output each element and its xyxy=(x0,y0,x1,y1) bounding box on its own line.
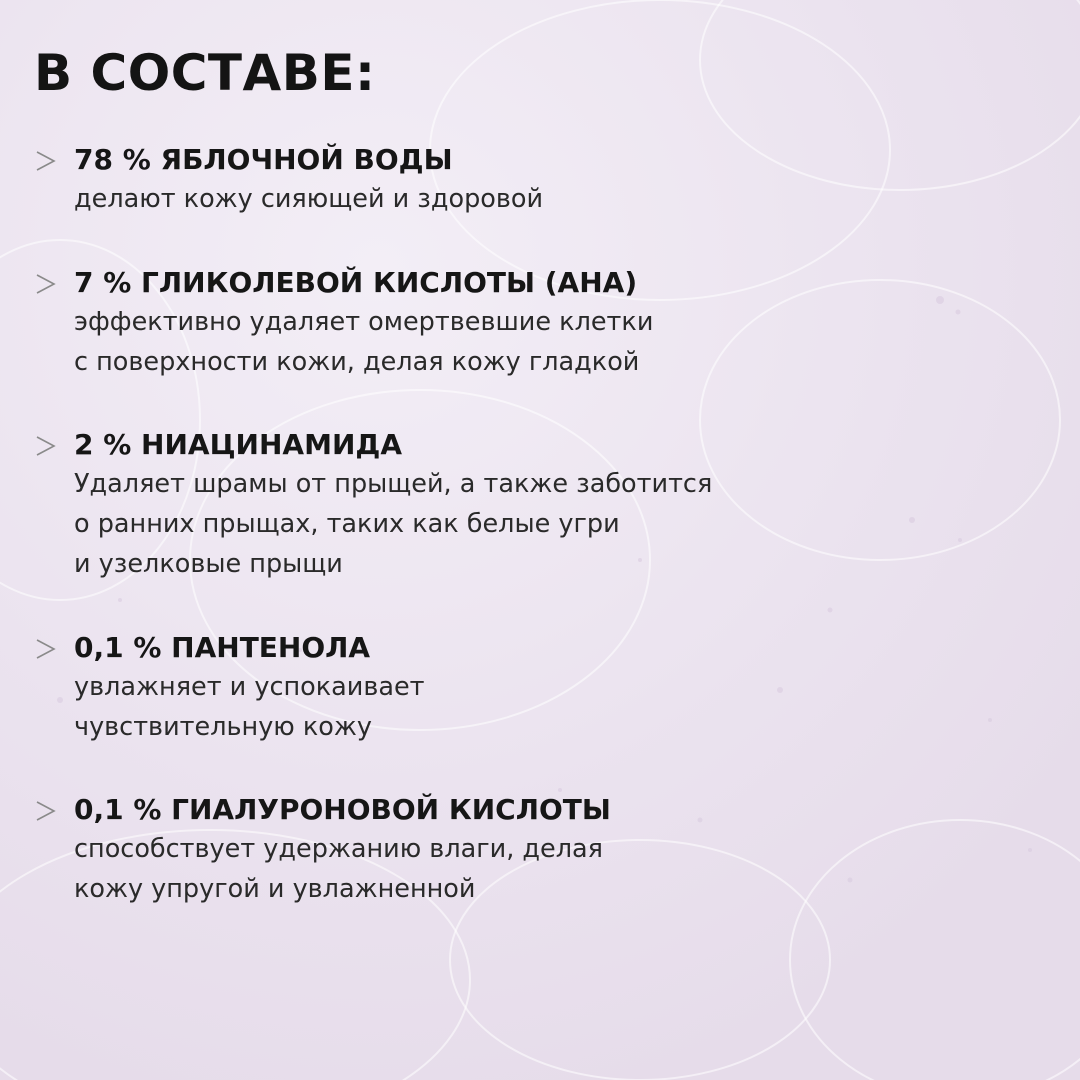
ingredient-description: способствует удержанию влаги, делая кожу упругой и увлажненной xyxy=(74,834,604,904)
ingredient-title: 78 % ЯБЛОЧНОЙ ВОДЫ xyxy=(74,143,453,176)
chevron-right-icon xyxy=(34,636,58,662)
ingredient-title: 0,1 % ГИАЛУРОНОВОЙ КИСЛОТЫ xyxy=(74,793,611,826)
ingredient-description: Удаляет шрамы от прыщей, а также заботится о ранних прыщах, таких как белые угри и узелковые прыщи xyxy=(74,469,713,579)
ingredient-description: увлажняет и успокаивает чувствительную кожу xyxy=(74,672,425,742)
page-title: В СОСТАВЕ: xyxy=(34,44,376,102)
chevron-right-icon xyxy=(34,271,58,297)
ingredient-description: делают кожу сияющей и здоровой xyxy=(74,184,544,214)
chevron-right-icon xyxy=(34,798,58,824)
chevron-right-icon xyxy=(34,148,58,174)
ingredient-title: 0,1 % ПАНТЕНОЛА xyxy=(74,631,371,664)
ingredient-description: эффективно удаляет омертвевшие клетки с поверхности кожи, делая кожу гладкой xyxy=(74,307,654,377)
ingredient-title: 7 % ГЛИКОЛЕВОЙ КИСЛОТЫ (AHA) xyxy=(74,266,638,299)
ingredient-title: 2 % НИАЦИНАМИДА xyxy=(74,428,402,461)
chevron-right-icon xyxy=(34,433,58,459)
